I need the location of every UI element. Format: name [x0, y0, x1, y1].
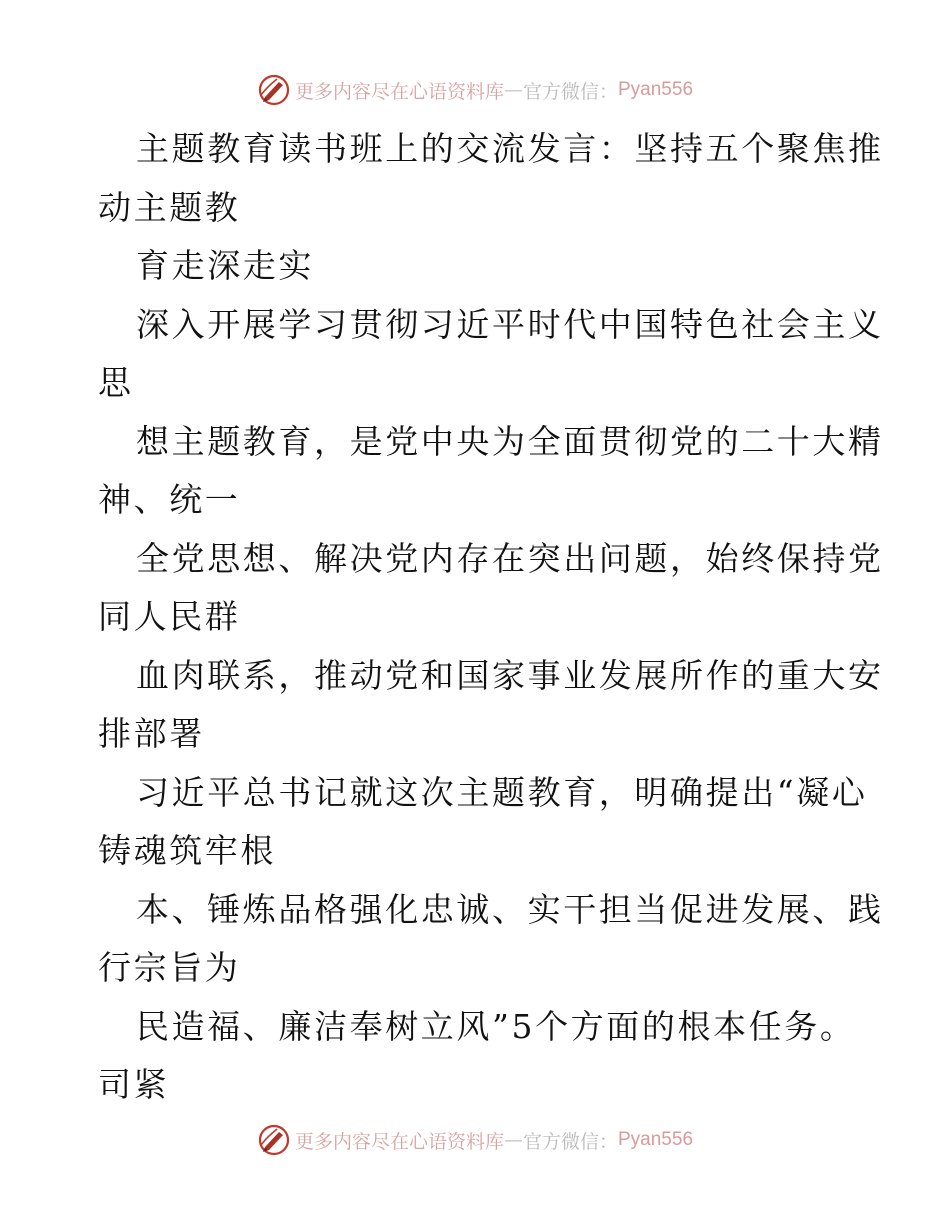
watermark-official-label: 官方微信： [522, 80, 618, 103]
red-pen-circle-logo-icon [257, 73, 291, 107]
text-line: 司紧 [98, 1065, 170, 1104]
text-line: 血肉联系，推动党和国家事业发展所作的重大安 [136, 655, 884, 695]
watermark-separator: — [503, 79, 523, 101]
watermark-wechat-id: Pyan556 [618, 79, 694, 100]
watermark-wechat-id: Pyan556 [618, 1129, 694, 1150]
text-line: 主题教育读书班上的交流发言：坚持五个聚焦推 [136, 129, 884, 168]
text-line: 排部署 [98, 714, 205, 753]
text-line: 神、统一 [98, 480, 241, 519]
watermark-separator: — [503, 1129, 523, 1151]
text-line: 铸魂筑牢根 [98, 831, 276, 870]
text-line: 行宗旨为 [98, 948, 241, 987]
text-line: 想主题教育，是党中央为全面贯彻党的二十大精 [136, 421, 884, 461]
text-line: 本、锤炼品格强化忠诚、实干担当促进发展、践 [136, 889, 884, 929]
watermark-text: 更多内容尽在心语资料库 [294, 1130, 504, 1153]
header-watermark [0, 72, 950, 108]
text-line: 民造福、廉洁奉树立风”5个方面的根本任务。 [136, 1006, 856, 1046]
text-line: 习近平总书记就这次主题教育，明确提出“凝心 [136, 772, 868, 812]
text-line: 同人民群 [98, 597, 241, 636]
document-body [98, 120, 884, 1115]
text-line: 深入开展学习贯彻习近平时代中国特色社会主义 [136, 304, 884, 344]
watermark-official-label: 官方微信： [522, 1130, 618, 1153]
footer-watermark [0, 1122, 950, 1158]
red-pen-circle-logo-icon [257, 1123, 291, 1157]
text-line: 全党思想、解决党内存在突出问题，始终保持党 [136, 538, 884, 578]
watermark-text: 更多内容尽在心语资料库 [294, 80, 504, 103]
text-line: 思 [98, 363, 134, 402]
text-line: 育走深走实 [136, 246, 314, 285]
text-line: 动主题教 [98, 187, 241, 227]
